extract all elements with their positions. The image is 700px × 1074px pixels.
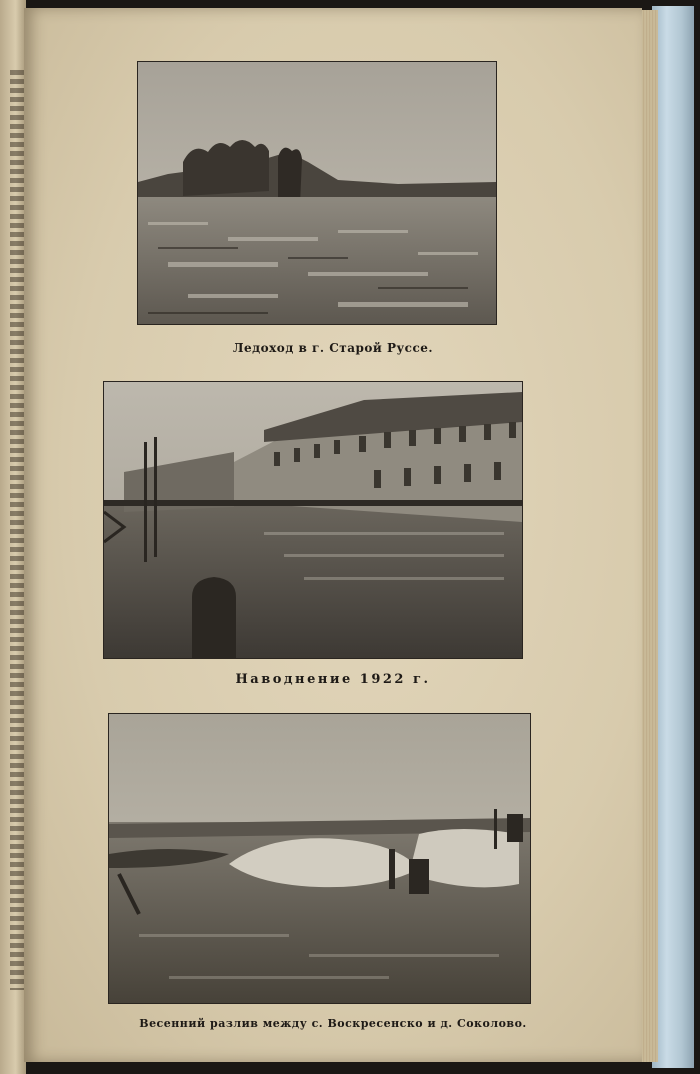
facing-page-edge xyxy=(0,0,26,1074)
figure-caption: Весенний разлив между с. Воскресенско и д. Соколово. xyxy=(139,1017,527,1030)
book-cover-edge xyxy=(652,6,694,1068)
facing-page-text-fragment xyxy=(10,70,24,990)
figure-caption: Ледоход в г. Старой Руссе. xyxy=(232,341,434,355)
figure-caption: Наводнение 1922 г. xyxy=(235,672,431,687)
photo-spring-flood xyxy=(108,713,531,1004)
photo-ice-drift xyxy=(137,61,497,325)
photo-flood-1922 xyxy=(103,381,523,659)
